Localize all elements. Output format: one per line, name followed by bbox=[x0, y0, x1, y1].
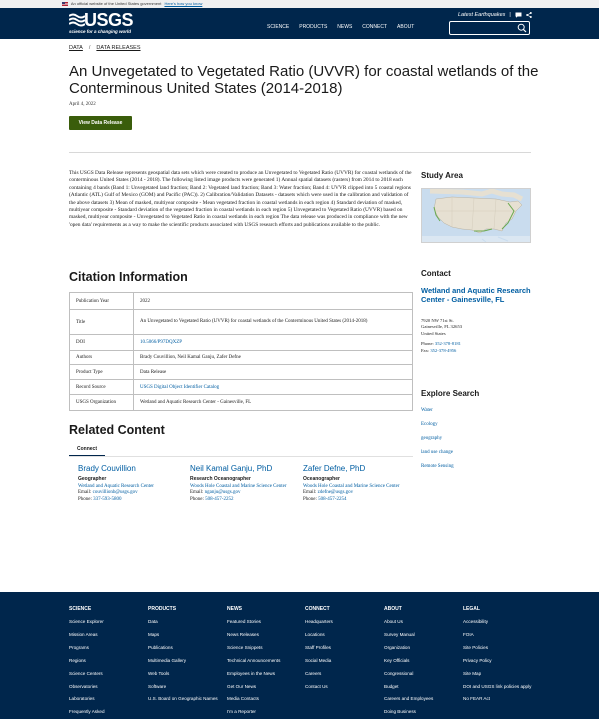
abstract-text: This USGS Data Release represents geospatial data sets which were created to produce an Unvegetated to Vegetated Ratio (UVVR) for coastal wetlands of the conterminous United States (2014 - 2018). The following listed image products were generated 1) Annual spatial datasets (rasters) from 2014 to 2018 each containing 4 bands (Band 1: Unvegetated land fraction; Band 2: Vegetated land fraction; Band 3: Water fraction; Band 4: UVVR clipped into 5 coastal regions (Atlantic (ATL) Gulf of Mexico (GOM) and Pacific (PAC)). 2) Calibration/Validation Datasets - datasets which were used in the calibration and validation of the above datasets 3) Mean of masked, multiyear composite - Mean vegetated fraction in coastal wetlands in each region 4) Standard deviation of masked, multiyear composite - Standard deviation of the vegetated fraction in coastal wetlands in each region 5) Unvegetated to Vegetated Ratio (UVVR) based on masked, multiyear composite - Unvegetated to Vegetated Ratio in coastal wetlands in each region The data release was produced in compliance with the new 'open data' requirements as a way to make the scientific products associated with USGS research efforts and publications available to the public. bbox=[69, 170, 412, 228]
address-line: 7920 NW 71st St. bbox=[421, 318, 454, 323]
explore-link-water[interactable]: Water bbox=[421, 408, 433, 413]
share-icon[interactable] bbox=[526, 12, 532, 18]
footer-link[interactable]: Careers bbox=[305, 670, 322, 676]
row-value: Wetland and Aquatic Research Center - Gainesville, FL bbox=[134, 395, 413, 411]
search-box[interactable] bbox=[449, 21, 530, 35]
person-card bbox=[190, 464, 298, 503]
chat-icon[interactable] bbox=[515, 12, 522, 18]
footer-link[interactable]: News Releases bbox=[227, 631, 259, 637]
footer-heading: ABOUT bbox=[384, 606, 402, 612]
footer-heading: PRODUCTS bbox=[148, 606, 177, 612]
footer-link[interactable]: Key Officials bbox=[384, 657, 410, 663]
person-phone bbox=[78, 497, 186, 504]
footer-link[interactable]: Doing Business bbox=[384, 709, 416, 715]
row-value: Data Release bbox=[134, 365, 413, 380]
address-line: United States bbox=[421, 330, 446, 336]
phone-label: Phone: bbox=[78, 496, 92, 502]
phone-label: Phone: bbox=[190, 496, 204, 502]
phone-link[interactable]: 508-457-2254 bbox=[318, 496, 347, 502]
footer-column-legal bbox=[463, 606, 535, 709]
table-row bbox=[70, 380, 413, 395]
nav-science[interactable]: SCIENCE bbox=[267, 24, 290, 30]
fax-label: Fax: bbox=[421, 347, 430, 353]
footer-column-news bbox=[227, 606, 299, 719]
map-image bbox=[422, 189, 531, 243]
footer-link[interactable]: Congressional bbox=[384, 670, 414, 676]
footer-link[interactable]: Headquarters bbox=[305, 619, 333, 624]
footer-heading: SCIENCE bbox=[69, 606, 92, 612]
explore-link-remote-sensing[interactable]: Remote Sensing bbox=[421, 464, 454, 469]
person-email bbox=[190, 490, 298, 497]
person-phone bbox=[303, 497, 411, 504]
footer-link[interactable]: Organization bbox=[384, 644, 411, 650]
site-header bbox=[0, 8, 599, 39]
us-flag-icon bbox=[62, 2, 68, 6]
footer-link[interactable]: Frequently Asked bbox=[69, 709, 105, 715]
contact-org-link[interactable]: Wetland and Aquatic Research Center - Gainesville, FL bbox=[421, 286, 531, 304]
nav-about[interactable]: ABOUT bbox=[397, 24, 415, 30]
person-card bbox=[303, 464, 411, 503]
row-key: Authors bbox=[70, 351, 134, 365]
row-value bbox=[134, 335, 413, 351]
footer-column-about bbox=[384, 606, 456, 719]
breadcrumb-separator: / bbox=[88, 45, 91, 51]
nav-products[interactable]: PRODUCTS bbox=[299, 24, 328, 30]
email-label: Email: bbox=[303, 490, 317, 496]
row-key: DOI bbox=[70, 335, 134, 351]
main-nav bbox=[267, 24, 414, 30]
footer-link[interactable]: Contact Us bbox=[305, 683, 328, 689]
email-link[interactable]: zdefne@usgs.gov bbox=[317, 490, 354, 496]
search-input[interactable] bbox=[450, 28, 516, 40]
nav-news[interactable]: NEWS bbox=[337, 24, 353, 30]
footer-heading: CONNECT bbox=[305, 606, 330, 612]
footer-link[interactable]: Staff Profiles bbox=[305, 644, 331, 650]
footer-link[interactable]: FOIA bbox=[463, 631, 474, 637]
person-name[interactable]: Brady Couvillion bbox=[78, 464, 136, 473]
footer-link[interactable]: Publications bbox=[148, 644, 173, 650]
contact-fax-link[interactable]: 352-378-4956 bbox=[430, 347, 457, 353]
table-row bbox=[70, 293, 413, 310]
citation-heading: Citation Information bbox=[69, 270, 188, 284]
person-email bbox=[303, 490, 411, 497]
logo-wordmark: USGS bbox=[84, 10, 134, 30]
phone-link[interactable]: 508-457-2252 bbox=[205, 496, 234, 502]
person-role: Research Oceanographer bbox=[190, 476, 251, 482]
footer-link[interactable]: Science Snippets bbox=[227, 644, 263, 650]
footer-column-products bbox=[148, 606, 220, 709]
heres-how-link[interactable]: Here's how you know bbox=[164, 1, 203, 6]
explore-link-land-use-change[interactable]: land use change bbox=[421, 450, 453, 455]
footer-link[interactable]: Privacy Policy bbox=[463, 657, 492, 663]
footer-link[interactable]: Laboratories bbox=[69, 696, 95, 702]
breadcrumb-data[interactable]: DATA bbox=[69, 45, 83, 51]
footer-link[interactable]: Multimedia Gallery bbox=[148, 657, 187, 663]
person-phone bbox=[190, 497, 298, 504]
row-value: 2022 bbox=[134, 293, 413, 310]
footer-link[interactable]: Regions bbox=[69, 657, 86, 663]
footer-link[interactable]: No FEAR Act bbox=[463, 696, 491, 702]
footer-heading: NEWS bbox=[227, 606, 242, 612]
row-key: USGS Organization bbox=[70, 395, 134, 411]
phone-label: Phone: bbox=[421, 341, 434, 347]
row-key: Publication Year bbox=[70, 293, 134, 310]
person-org[interactable]: Wetland and Aquatic Research Center bbox=[78, 483, 154, 489]
footer-link[interactable]: Get Our News bbox=[227, 683, 257, 689]
footer-link[interactable]: Social Media bbox=[305, 657, 332, 663]
table-row bbox=[70, 365, 413, 380]
study-area-heading: Study Area bbox=[421, 171, 463, 180]
email-label: Email: bbox=[78, 490, 92, 496]
page-title: An Unvegetated to Vegetated Ratio (UVVR) for coastal wetlands of the Conterminous United States (2014-2018) bbox=[69, 63, 539, 97]
footer-link[interactable]: Data bbox=[148, 619, 158, 624]
footer-link[interactable]: Locations bbox=[305, 631, 325, 637]
footer-link[interactable]: Observatories bbox=[69, 683, 98, 689]
gov-banner bbox=[0, 0, 599, 8]
footer-link[interactable]: About Us bbox=[384, 619, 403, 624]
nav-connect[interactable]: CONNECT bbox=[362, 24, 388, 30]
tab-underline bbox=[69, 456, 413, 457]
footer-column-science bbox=[69, 606, 141, 719]
footer-link[interactable]: Media Contacts bbox=[227, 696, 259, 702]
breadcrumb-data-releases[interactable]: DATA RELEASES bbox=[96, 45, 141, 51]
site-footer bbox=[0, 592, 599, 719]
person-card bbox=[78, 464, 186, 503]
citation-table bbox=[69, 292, 413, 411]
footer-link[interactable]: Science Centers bbox=[69, 670, 103, 676]
table-row bbox=[70, 310, 413, 335]
breadcrumb bbox=[69, 45, 141, 51]
latest-earthquakes-link[interactable]: Latest Earthquakes bbox=[458, 12, 506, 18]
person-name[interactable]: Neil Kamal Ganju, PhD bbox=[190, 464, 273, 473]
view-data-release-button[interactable]: View Data Release bbox=[69, 116, 132, 130]
person-org[interactable]: Woods Hole Coastal and Marine Science Center bbox=[303, 483, 400, 489]
footer-column-connect bbox=[305, 606, 377, 696]
row-value bbox=[134, 380, 413, 395]
address-line: Gainesville, FL 32653 bbox=[421, 324, 463, 330]
row-value: Brady Couvillion, Neil Kamal Ganju, Zafer Defne bbox=[134, 351, 413, 365]
row-value: An Unvegetated to Vegetated Ratio (UVVR) for coastal wetlands of the Conterminous United States (2014-2018) bbox=[134, 310, 413, 335]
footer-link[interactable]: Featured Stories bbox=[227, 619, 261, 624]
row-key: Title bbox=[70, 310, 134, 335]
contact-phone-link[interactable]: 352-378-8181 bbox=[434, 341, 461, 347]
row-key: Product Type bbox=[70, 365, 134, 380]
email-link[interactable]: couvillionb@usgs.gov bbox=[92, 490, 138, 496]
footer-link[interactable]: Survey Manual bbox=[384, 631, 415, 637]
footer-link[interactable]: Accessibility bbox=[463, 619, 489, 624]
tab-connect[interactable]: Connect bbox=[69, 443, 105, 457]
email-link[interactable]: nganju@usgs.gov bbox=[204, 490, 241, 496]
person-role: Oceanographer bbox=[303, 476, 340, 482]
person-email bbox=[78, 490, 186, 497]
doi-link[interactable]: 10.5066/P97DQXZP bbox=[140, 340, 183, 345]
table-row bbox=[70, 335, 413, 351]
footer-link[interactable]: Science Explorer bbox=[69, 619, 104, 624]
footer-link[interactable]: U.S. Board on Geographic Names bbox=[148, 696, 218, 702]
divider-line bbox=[69, 152, 531, 153]
record-source-link[interactable]: USGS Digital Object Identifier Catalog bbox=[140, 384, 220, 390]
phone-label: Phone: bbox=[303, 496, 317, 502]
study-area-map[interactable] bbox=[421, 188, 531, 243]
row-key: Record Source bbox=[70, 380, 134, 395]
footer-link[interactable]: Mission Areas bbox=[69, 631, 98, 637]
table-row bbox=[70, 351, 413, 365]
person-role: Geographer bbox=[78, 476, 107, 482]
footer-link[interactable]: Employees in the News bbox=[227, 670, 276, 676]
usgs-logo[interactable] bbox=[69, 11, 133, 37]
footer-link[interactable]: Software bbox=[148, 683, 167, 689]
publish-date: April 4, 2022 bbox=[69, 102, 96, 107]
explore-link-geography[interactable]: geography bbox=[421, 436, 443, 441]
footer-link[interactable]: I'm a Reporter bbox=[227, 709, 256, 715]
footer-heading: LEGAL bbox=[463, 606, 480, 612]
divider: | bbox=[509, 12, 511, 18]
email-label: Email: bbox=[190, 490, 204, 496]
footer-link[interactable]: Site Policies bbox=[463, 644, 489, 650]
latest-earthquakes bbox=[458, 12, 532, 18]
footer-link[interactable]: DOI and USGS link policies apply bbox=[463, 683, 532, 689]
footer-link[interactable]: Careers and Employees bbox=[384, 696, 434, 702]
explore-link-ecology[interactable]: Ecology bbox=[421, 422, 438, 427]
footer-link[interactable]: Web Tools bbox=[148, 670, 170, 676]
footer-link[interactable]: Technical Announcements bbox=[227, 657, 281, 663]
gov-banner-text: An official website of the United States government bbox=[70, 1, 162, 6]
footer-link[interactable]: Budget bbox=[384, 683, 399, 689]
footer-link[interactable]: Site Map bbox=[463, 670, 482, 676]
explore-list bbox=[421, 404, 454, 474]
logo-tagline: science for a changing world bbox=[69, 29, 132, 34]
contact-address bbox=[421, 318, 531, 354]
footer-link[interactable]: Maps bbox=[148, 631, 160, 637]
usgs-wave-icon bbox=[69, 12, 85, 28]
person-org[interactable]: Woods Hole Coastal and Marine Science Center bbox=[190, 483, 287, 489]
person-name[interactable]: Zafer Defne, PhD bbox=[303, 464, 366, 473]
contact-heading: Contact bbox=[421, 269, 451, 278]
search-icon[interactable] bbox=[517, 23, 527, 33]
related-heading: Related Content bbox=[69, 423, 165, 437]
table-row bbox=[70, 395, 413, 411]
phone-link[interactable]: 337-593-5800 bbox=[93, 496, 122, 502]
footer-link[interactable]: Programs bbox=[69, 644, 89, 650]
contact-fax bbox=[421, 348, 531, 354]
explore-search-heading: Explore Search bbox=[421, 389, 480, 398]
